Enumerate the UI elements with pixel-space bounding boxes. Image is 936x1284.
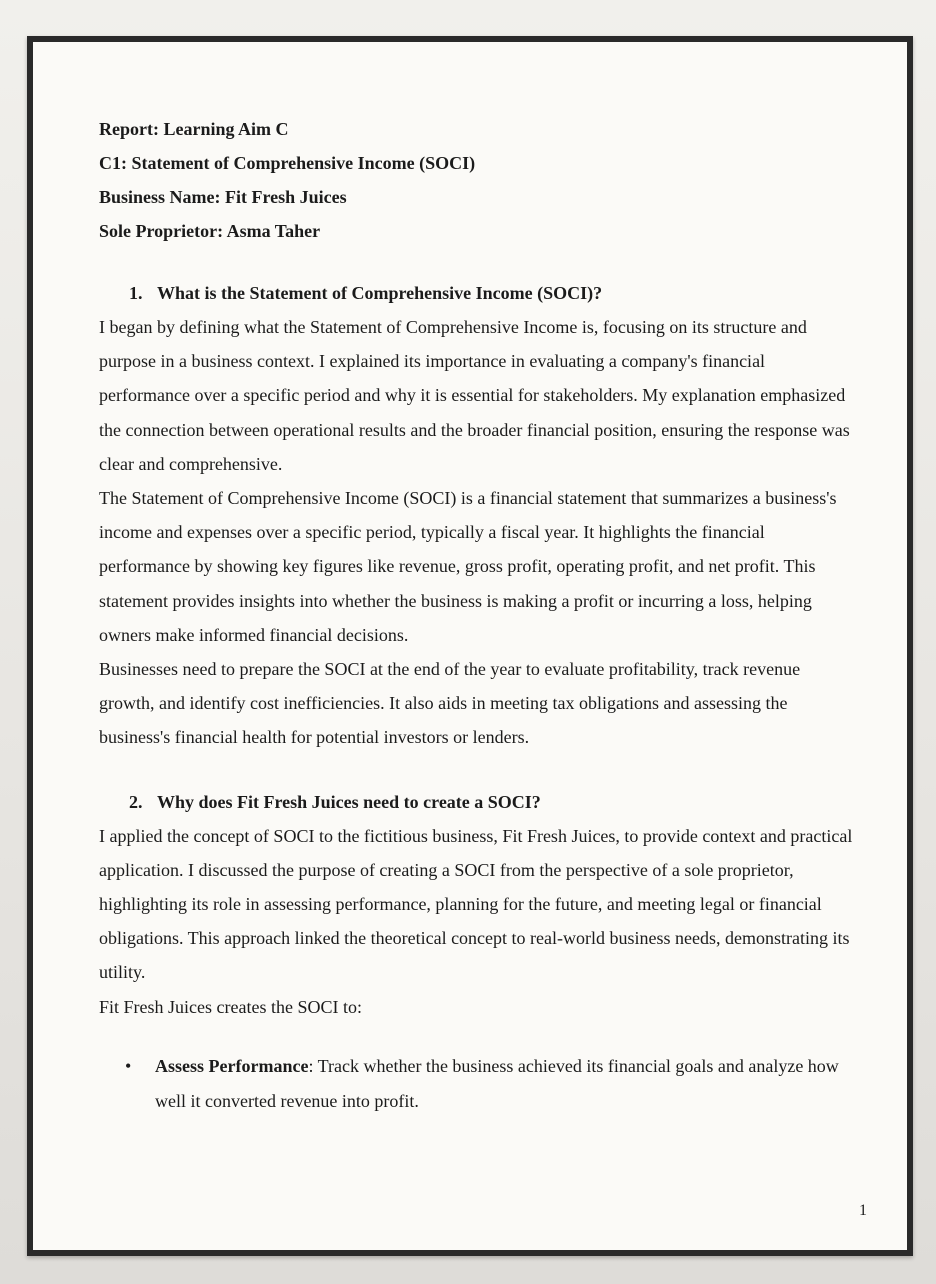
section-2-heading — [99, 785, 859, 819]
bullet-list — [99, 1049, 859, 1119]
page-number: 1 — [859, 1202, 867, 1219]
list-item — [99, 1049, 859, 1119]
section-1-paragraph-2: The Statement of Comprehensive Income (SOCI) is a financial statement that summarizes a business's income and expenses over a specific period, typically a fiscal year. It highlights the financial performance by showing key figures like revenue, gross profit, operating profit, and net profit. This statement provides insights into whether the business is making a profit or incurring a loss, helping owners make informed financial decisions. — [99, 488, 837, 645]
section-1-paragraph-1: I began by defining what the Statement of Comprehensive Income is, focusing on its structure and purpose in a business context. I explained its importance in evaluating a company's financial performance over a specific period and why it is essential for stakeholders. My explanation emphasized the connection between operational results and the broader financial position, ensuring the response was clear and comprehensive. — [99, 317, 850, 474]
section-2-number: 2. — [129, 791, 143, 812]
bullet-label: Assess Performance — [155, 1055, 309, 1076]
section-2-paragraph-1: I applied the concept of SOCI to the fictitious business, Fit Fresh Juices, to provide context and practical application. I discussed the purpose of creating a SOCI from the perspective of a sole proprietor, highlighting its role in assessing performance, planning for the future, and meeting legal or financial obligations. This approach linked the theoretical concept to real-world business needs, demonstrating its utility. — [99, 825, 853, 983]
sole-proprietor: Sole Proprietor: Asma Taher — [99, 221, 321, 241]
section-1-number: 1. — [129, 283, 143, 303]
section-2-paragraph-2: Fit Fresh Juices creates the SOCI to: — [99, 996, 362, 1017]
section-1-paragraph-3: Businesses need to prepare the SOCI at the end of the year to evaluate profitability, track revenue growth, and identify cost inefficiencies. It also aids in meeting tax obligations and assessing the business's financial health for potential investors or lenders. — [99, 659, 801, 748]
document-content — [99, 112, 859, 1119]
section-1-title: What is the Statement of Comprehensive Income (SOCI)? — [157, 283, 603, 303]
bullet-text: : Track whether the business achieved its financial goals and analyze how well it converted revenue into profit. — [155, 1055, 839, 1111]
report-subtitle: C1: Statement of Comprehensive Income (SOCI) — [99, 153, 476, 173]
section-2-title: Why does Fit Fresh Juices need to create a SOCI? — [157, 791, 541, 812]
section-2 — [99, 785, 859, 1119]
report-header — [99, 112, 859, 248]
bullet-icon: • — [125, 1055, 132, 1076]
business-name: Business Name: Fit Fresh Juices — [99, 187, 347, 207]
document-page — [27, 36, 913, 1256]
report-title: Report: Learning Aim C — [99, 119, 289, 139]
section-1 — [99, 276, 859, 755]
section-1-heading — [99, 276, 859, 310]
